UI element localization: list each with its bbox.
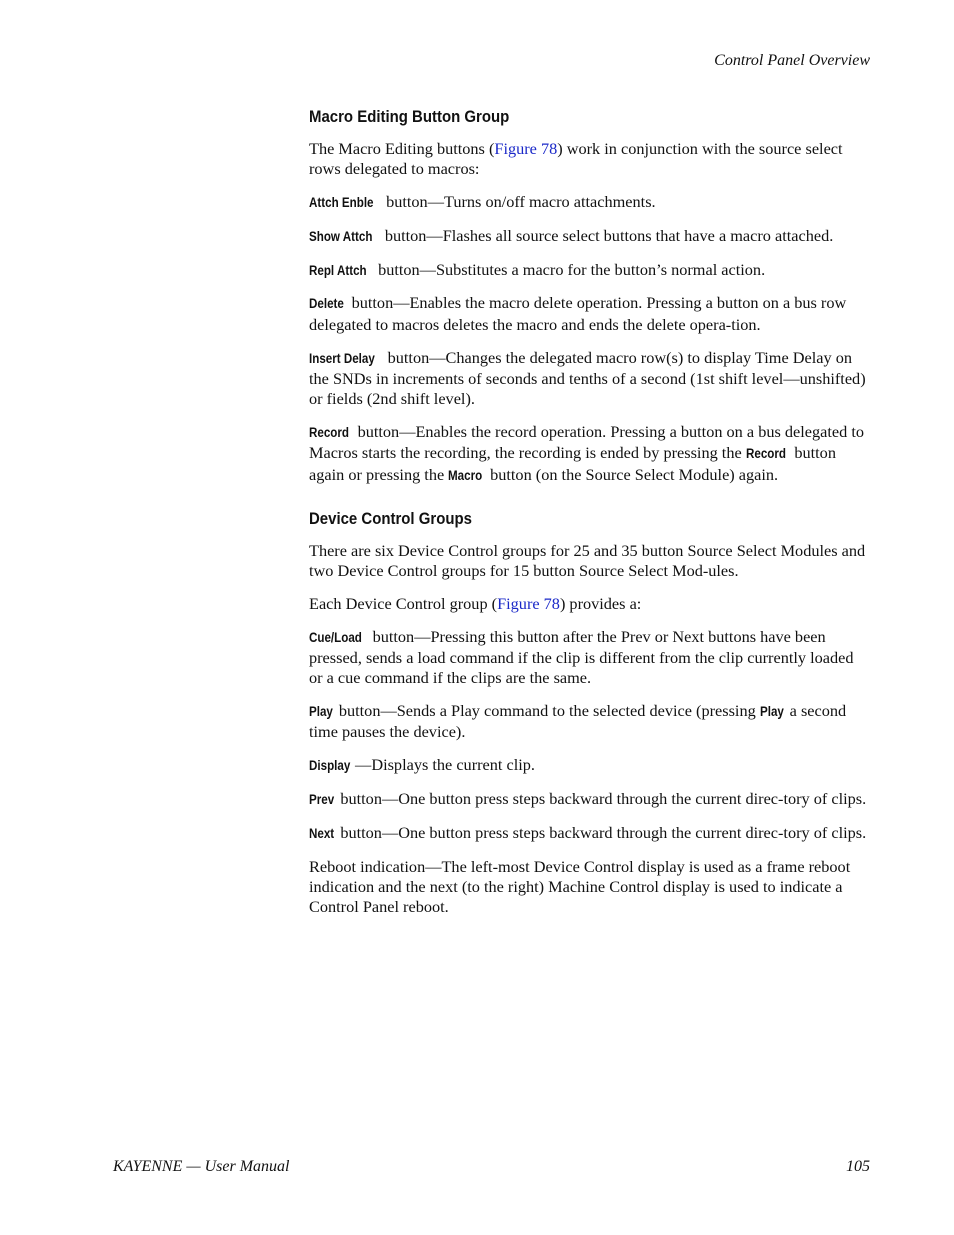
page-number: 105: [846, 1158, 870, 1175]
button-term: Repl Attch: [309, 262, 367, 278]
description-text: button—Enables the macro delete operation. Pressing a button on a bus row delegated to macros deletes the macro and ends the delete opera-tion.: [309, 293, 847, 334]
repl-attch-description: [309, 260, 871, 281]
device-intro-paragraph: There are six Device Control groups for 25 and 35 button Source Select Modules and two Device Control groups for 15 button Source Select Mod-ules.: [309, 540, 866, 581]
button-term: Record: [745, 446, 786, 462]
attch-enble-description: [309, 192, 871, 213]
delete-description: [309, 293, 871, 335]
each-device-paragraph: [309, 594, 871, 614]
button-term: Delete: [309, 296, 344, 312]
button-term: Macro: [448, 467, 483, 483]
button-term: Show Attch: [309, 228, 373, 244]
description-text: button—Pressing this button after the Prev or Next buttons have been pressed, sends a load command if the clip is different from the clip currently loaded or a cue command if the clips are the same.: [309, 626, 854, 688]
page-body: [309, 106, 871, 930]
description-text: button—Sends a Play command to the selected device (pressing: [334, 701, 760, 721]
macro-intro-paragraph: [309, 139, 871, 180]
button-term: Cue/Load: [309, 629, 362, 645]
figure-link[interactable]: Figure 78: [497, 593, 560, 613]
button-term: Prev: [309, 792, 335, 808]
description-text: button (on the Source Select Module) again.: [486, 464, 779, 484]
button-term: Attch Enble: [309, 195, 374, 211]
description-text: a second time pauses the device).: [309, 701, 847, 742]
running-header: Control Panel Overview: [714, 52, 870, 69]
description-text: button—Flashes all source select buttons that have a macro attached.: [380, 225, 834, 245]
button-term: Play: [309, 704, 333, 720]
record-description: [309, 422, 871, 486]
description-text: button—Enables the record operation. Pressing a button on a bus delegated to Macros starts the recording, the recording is ended by pressing the: [309, 421, 864, 463]
display-description: [309, 755, 871, 776]
intro-text-end: ) work in conjunction with the source select rows delegated to macros:: [309, 139, 843, 179]
footer-manual-title: KAYENNE — User Manual: [113, 1158, 290, 1175]
next-description: [309, 823, 871, 844]
figure-link[interactable]: Figure 78: [494, 139, 558, 158]
reboot-indication-paragraph: Reboot indication—The left-most Device Control display is used as a frame reboot indication and the next (to the right) Machine Control display is used to indicate a Control Panel reboot.: [309, 856, 851, 917]
description-text: —Displays the current clip.: [355, 755, 535, 775]
cue-load-description: [309, 627, 871, 689]
description-text: button—One button press steps backward through the current direc-tory of clips.: [336, 822, 867, 842]
intro-text-end: ) provides a:: [559, 593, 642, 613]
intro-text: Each Device Control group (: [309, 593, 498, 613]
button-term: Record: [309, 424, 350, 440]
button-term: Next: [309, 825, 335, 841]
section-heading-macro-editing: Macro Editing Button Group: [309, 107, 510, 126]
button-term: Insert Delay: [309, 350, 375, 366]
section-heading-device-control: Device Control Groups: [309, 508, 472, 528]
show-attch-description: [309, 226, 871, 247]
button-term: Play: [759, 704, 784, 720]
description-text: button—One button press steps backward through the current direc-tory of clips.: [336, 789, 867, 809]
description-text: button—Changes the delegated macro row(s) to display Time Delay on the SNDs in increments of seconds and tenths of a second (1st shift level—unshifted) or fields (2nd shift level).: [309, 347, 866, 409]
prev-description: [309, 789, 871, 810]
description-text: button—Turns on/off macro attachments.: [382, 192, 656, 212]
intro-text: The Macro Editing buttons (: [309, 139, 495, 158]
description-text: button again or pressing the: [309, 443, 836, 484]
play-description: [309, 701, 871, 743]
button-term: Display: [309, 758, 351, 774]
description-text: button—Substitutes a macro for the button’s normal action.: [374, 259, 766, 279]
insert-delay-description: [309, 348, 871, 410]
